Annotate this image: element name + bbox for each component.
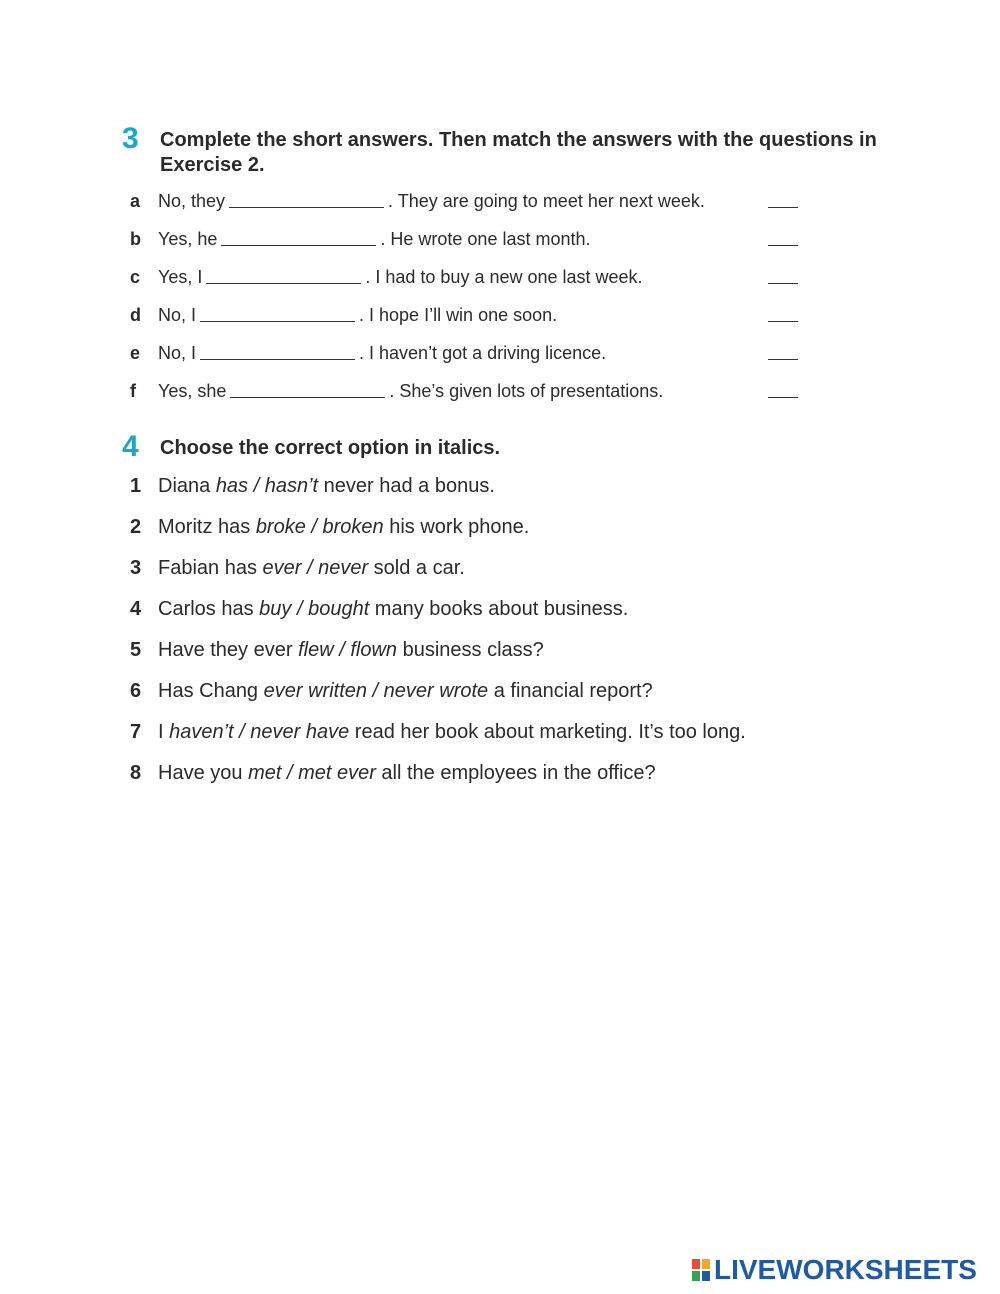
- item-text-post: all the employees in the office?: [375, 762, 656, 784]
- item-text-post: sold a car.: [368, 557, 465, 579]
- item-text-post: many books about business.: [369, 598, 629, 620]
- exercise-3-title-line-2: Exercise 2.: [160, 154, 265, 176]
- item-text-pre: Have they ever: [158, 639, 299, 661]
- item-text-post: read her book about marketing. It’s too long.: [349, 721, 746, 743]
- exercise-4-header: [122, 430, 882, 463]
- answer-blank-d[interactable]: [200, 298, 355, 322]
- item-number: 8: [130, 762, 142, 784]
- exercise-4-title: Choose the correct option in italics.: [160, 437, 501, 459]
- item-text-pre: Fabian has: [158, 557, 263, 579]
- exercise-4-number: 4: [122, 430, 139, 463]
- item-text-pre: Carlos has: [158, 598, 260, 620]
- item-suffix: . They are going to meet her next week.: [388, 191, 705, 211]
- item-prefix: No, I: [158, 305, 197, 325]
- item-text-post: business class?: [397, 639, 544, 661]
- answer-blank-f[interactable]: [230, 374, 385, 398]
- italic-options[interactable]: met / met ever: [248, 762, 376, 784]
- item-letter: a: [130, 191, 141, 211]
- item-text-post: his work phone.: [383, 516, 530, 538]
- item-text-post: a financial report?: [488, 680, 653, 702]
- item-prefix: No, I: [158, 343, 197, 363]
- item-number: 7: [130, 721, 142, 743]
- liveworksheets-logo: [692, 1255, 977, 1285]
- item-letter: e: [130, 343, 141, 363]
- italic-options[interactable]: has / hasn’t: [215, 475, 319, 497]
- exercise-3-header: [122, 122, 882, 178]
- exercise-3-title-line-1: Complete the short answers. Then match the answers with the questions in: [160, 129, 877, 151]
- item-prefix: Yes, she: [158, 381, 227, 401]
- item-prefix: Yes, I: [158, 267, 203, 287]
- italic-options[interactable]: ever / never: [262, 557, 369, 579]
- answer-blank-b[interactable]: [221, 222, 376, 246]
- italic-options[interactable]: haven’t / never have: [169, 721, 350, 743]
- exercise-3-number: 3: [122, 122, 139, 155]
- italic-options[interactable]: ever written / never wrote: [263, 680, 489, 702]
- item-number: 3: [130, 557, 142, 579]
- exercise-3: [122, 122, 882, 401]
- item-letter: b: [130, 229, 141, 249]
- exercise-3-title: [160, 128, 882, 178]
- match-blank-f[interactable]: [768, 379, 798, 398]
- answer-blank-a[interactable]: [229, 184, 384, 208]
- match-blank-c[interactable]: [768, 265, 798, 284]
- item-number: 2: [130, 516, 142, 538]
- item-text-pre: Have you: [158, 762, 249, 784]
- italic-options[interactable]: buy / bought: [259, 598, 370, 620]
- item-number: 1: [130, 475, 142, 497]
- item-suffix: . He wrote one last month.: [380, 229, 591, 249]
- item-letter: d: [130, 305, 141, 325]
- match-blank-a[interactable]: [768, 189, 798, 208]
- item-suffix: . She’s given lots of presentations.: [389, 381, 664, 401]
- item-suffix: . I hope I’ll win one soon.: [359, 305, 558, 325]
- answer-blank-e[interactable]: [200, 336, 355, 360]
- italic-options[interactable]: flew / flown: [298, 639, 398, 661]
- item-number: 6: [130, 680, 142, 702]
- logo-text: LIVEWORKSHEETS: [714, 1254, 977, 1285]
- item-text-post: never had a bonus.: [318, 475, 495, 497]
- item-letter: c: [130, 267, 141, 287]
- item-number: 4: [130, 598, 142, 620]
- item-text-pre: I: [158, 721, 170, 743]
- match-blank-d[interactable]: [768, 303, 798, 322]
- item-text-pre: Moritz has: [158, 516, 256, 538]
- logo-mark-icon: [692, 1259, 710, 1281]
- italic-options[interactable]: broke / broken: [255, 516, 384, 538]
- item-number: 5: [130, 639, 142, 661]
- item-suffix: . I had to buy a new one last week.: [365, 267, 643, 287]
- item-letter: f: [130, 381, 136, 401]
- exercise-4: [122, 430, 882, 784]
- item-suffix: . I haven’t got a driving licence.: [359, 343, 607, 363]
- match-blank-e[interactable]: [768, 341, 798, 360]
- match-blank-b[interactable]: [768, 227, 798, 246]
- item-prefix: No, they: [158, 191, 226, 211]
- item-prefix: Yes, he: [158, 229, 218, 249]
- item-text-pre: Diana: [158, 475, 216, 497]
- answer-blank-c[interactable]: [206, 260, 361, 284]
- item-text-pre: Has Chang: [158, 680, 264, 702]
